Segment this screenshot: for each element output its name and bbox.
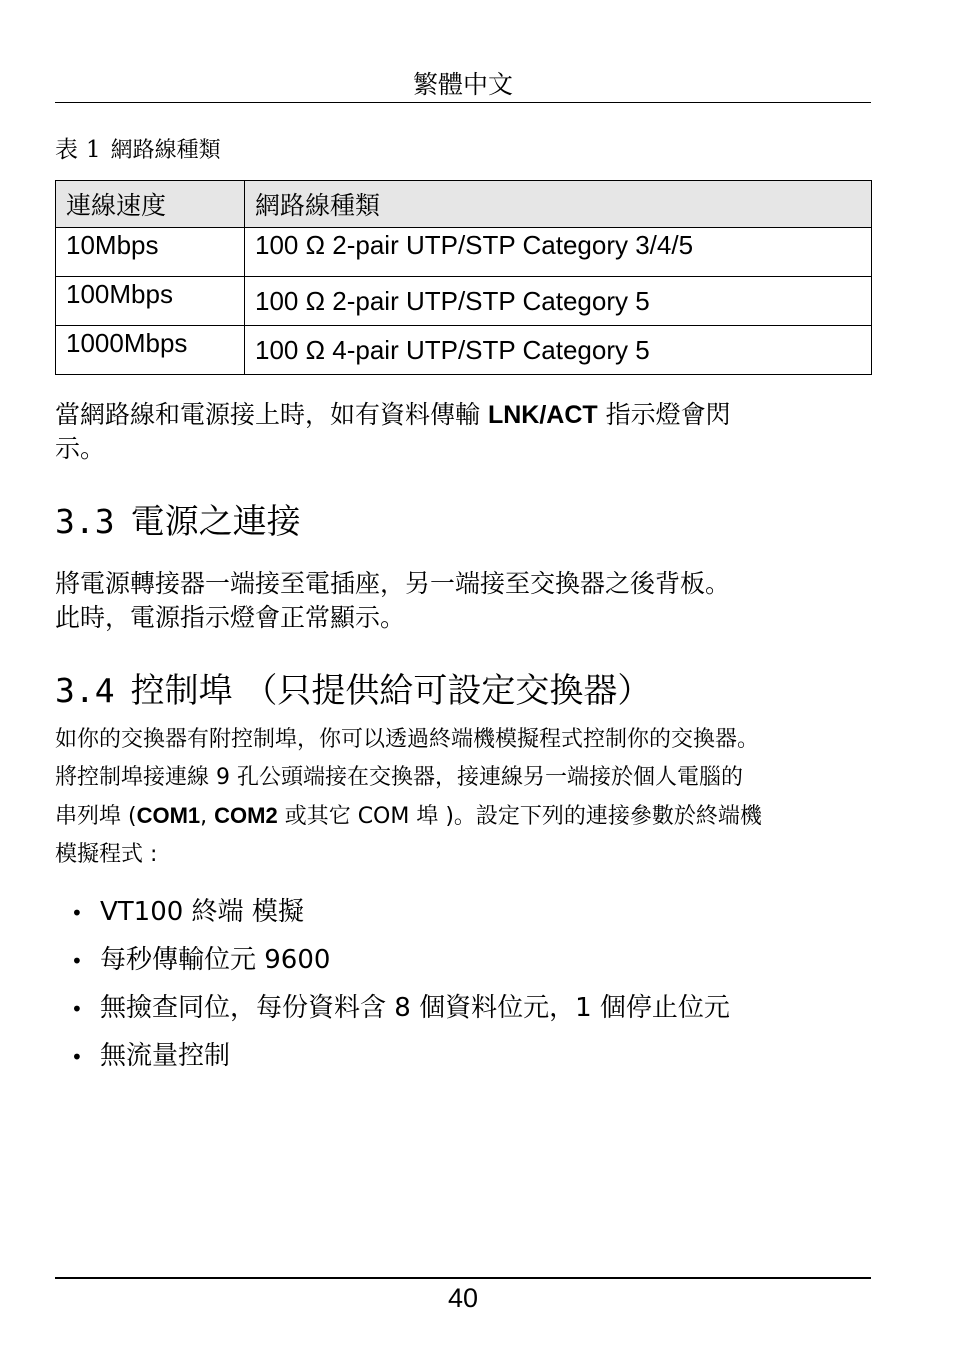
section-number: 3.4 bbox=[55, 671, 115, 710]
console-paragraph bbox=[55, 721, 885, 874]
com1-label: COM1 bbox=[136, 803, 201, 828]
bullet-icon: • bbox=[71, 949, 83, 973]
column-header-speed: 連線速度 bbox=[56, 181, 245, 228]
list-item-text: 每秒傳輸位元 9600 bbox=[100, 945, 331, 975]
text-run: 或其它 COM 埠 )。設定下列的連接參數於終端機 bbox=[277, 804, 762, 829]
paragraph-line: 模擬程式 : bbox=[55, 842, 158, 867]
paragraph-line: 示。 bbox=[55, 434, 106, 463]
terminal-settings-list bbox=[71, 888, 730, 1080]
text-run: 當網路線和電源接上時，如有資料傳輸 bbox=[55, 400, 488, 429]
footer-rule bbox=[55, 1277, 871, 1279]
list-item bbox=[71, 936, 730, 984]
section-title: 控制埠 （只提供給可設定交換器） bbox=[130, 671, 652, 711]
section-heading-3-4 bbox=[55, 669, 651, 713]
list-item-text: VT100 終端 模擬 bbox=[100, 897, 304, 927]
cable-type-table bbox=[55, 180, 872, 375]
table-row bbox=[56, 277, 872, 326]
cell-cable-type: 100 Ω 4-pair UTP/STP Category 5 bbox=[245, 326, 872, 375]
running-header: 繁體中文 bbox=[412, 70, 513, 99]
power-paragraph bbox=[55, 567, 871, 635]
section-heading-3-3 bbox=[55, 500, 301, 544]
table-header-row bbox=[56, 181, 872, 228]
text-run: 指示燈會閃 bbox=[597, 400, 731, 429]
paragraph-line: 此時，電源指示燈會正常顯示。 bbox=[55, 603, 406, 632]
cell-cable-type: 100 Ω 2-pair UTP/STP Category 5 bbox=[245, 277, 872, 326]
page-number: 40 bbox=[447, 1283, 479, 1313]
table-caption-prefix: 表 bbox=[55, 137, 78, 163]
bullet-icon: • bbox=[71, 901, 83, 925]
document-page bbox=[55, 0, 871, 1361]
section-title: 電源之連接 bbox=[130, 502, 301, 542]
lnk-act-paragraph bbox=[55, 398, 871, 466]
paragraph-line bbox=[55, 797, 885, 836]
list-item bbox=[71, 1032, 730, 1080]
list-item bbox=[71, 984, 730, 1032]
list-item bbox=[71, 888, 730, 936]
column-header-cable-type: 網路線種類 bbox=[245, 181, 872, 228]
cell-speed: 10Mbps bbox=[56, 228, 245, 277]
paragraph-line bbox=[55, 398, 871, 432]
section-number: 3.3 bbox=[55, 502, 115, 541]
com2-label: COM2 bbox=[214, 803, 278, 828]
text-run: 串列埠 ( bbox=[55, 804, 137, 829]
header-rule bbox=[55, 102, 871, 103]
text-run: , bbox=[200, 804, 215, 829]
table-caption-number: 1 bbox=[86, 137, 101, 163]
table-caption-title: 網路線種類 bbox=[110, 138, 221, 163]
bullet-icon: • bbox=[71, 997, 83, 1021]
list-item-text: 無流量控制 bbox=[100, 1041, 231, 1071]
table-row bbox=[56, 326, 872, 375]
bullet-icon: • bbox=[71, 1045, 83, 1069]
cell-speed: 100Mbps bbox=[56, 277, 245, 326]
lnk-act-label: LNK/ACT bbox=[487, 401, 598, 429]
paragraph-line: 如你的交換器有附控制埠，你可以透過終端機模擬程式控制你的交換器。 bbox=[55, 727, 760, 752]
table-row bbox=[56, 228, 872, 277]
cell-speed: 1000Mbps bbox=[56, 326, 245, 375]
paragraph-line: 將控制埠接連線 9 孔公頭端接在交換器，接連線另一端接於個人電腦的 bbox=[55, 765, 743, 790]
paragraph-line: 將電源轉接器一端接至電插座，另一端接至交換器之後背板。 bbox=[55, 569, 731, 598]
list-item-text: 無撿查同位，每份資料含 8 個資料位元，1 個停止位元 bbox=[100, 993, 730, 1023]
cell-cable-type: 100 Ω 2-pair UTP/STP Category 3/4/5 bbox=[245, 228, 872, 277]
table-caption bbox=[55, 134, 221, 167]
